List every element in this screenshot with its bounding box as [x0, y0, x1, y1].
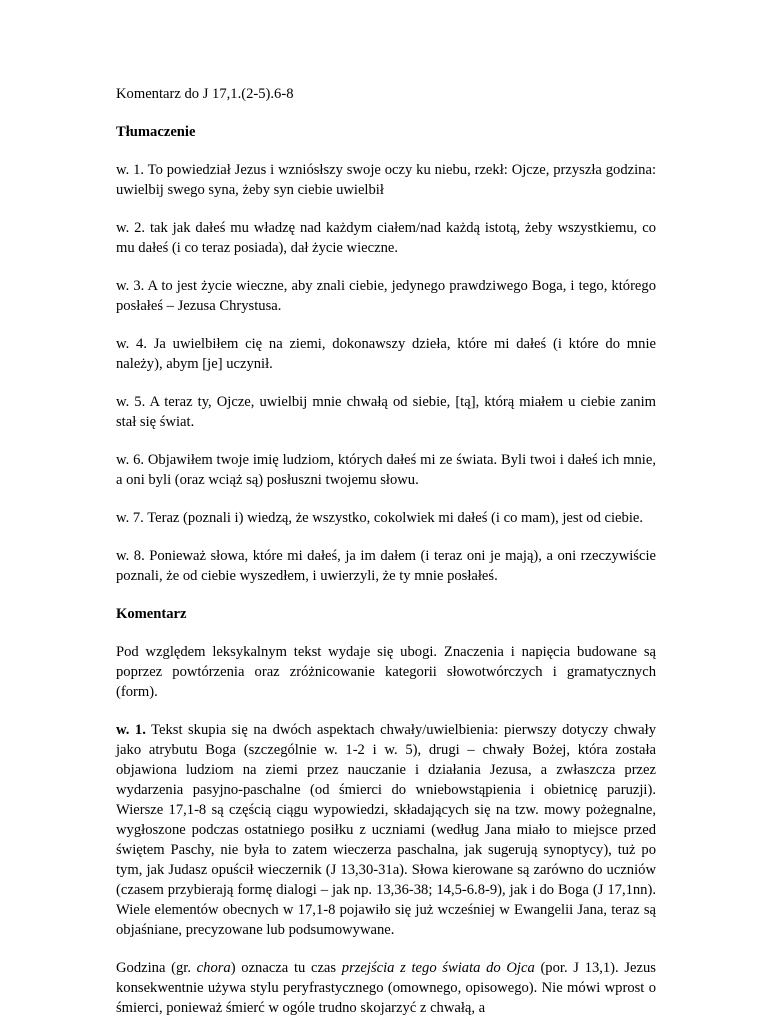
commentary-intro: Pod względem leksykalnym tekst wydaje się ubogi. Znaczenia i napięcia budowane są poprzez powtórzenia oraz zróżnicowanie kategorii słowotwórczych i gramatycznych (form). [116, 644, 656, 700]
verse-paragraph: w. 3. A to jest życie wieczne, aby znali ciebie, jedynego prawdziwego Boga, i tego, którego posłałeś – Jezusa Chrystusa. [116, 278, 656, 314]
document-title: Komentarz do J 17,1.(2-5).6-8 [116, 86, 294, 102]
verse-paragraph: w. 7. Teraz (poznali i) wiedzą, że wszystko, cokolwiek mi dałeś (i co mam), jest od ciebie. [116, 510, 644, 526]
commentary-heading: Komentarz [116, 606, 187, 622]
verse-paragraph: w. 8. Ponieważ słowa, które mi dałeś, ja im dałem (i teraz oni je mają), a oni rzeczywiście poznali, że od ciebie wyszedłem, i uwierzyli, że ty mnie posłałeś. [116, 548, 656, 584]
verse-label: w. 1. [116, 722, 146, 738]
commentary-hour [116, 958, 656, 1018]
verse-paragraph: w. 2. tak jak dałeś mu władzę nad każdym ciałem/nad każdą istotą, żeby wszystkiemu, co mu dałeś (i co teraz posiada), dał życie wieczne. [116, 220, 656, 256]
commentary-text: Tekst skupia się na dwóch aspektach chwały/uwielbienia: pierwszy dotyczy chwały jako atrybutu Boga (szczególnie w. 1-2 i w. 5), drugi – chwały Bożej, która została objawiona ludziom na ziemi przez nauczanie i działania Jezusa, a zwłaszcza przez wydarzenia pasyjno-paschalne (od śmierci do wniebowstąpienia i obietnicę paruzji). Wiersze 17,1-8 są częścią ciągu wypowiedzi, składających się na tzw. mowy pożegnalne, wygłoszone podczas ostatniego posiłku z uczniami (według Jana miało to miejsce przed świętem Paschy, nie była to zatem wieczerza paschalna, jak sugerują synoptycy), tuż po tym, jak Judasz opuścił wieczernik (J 13,30-31a). Słowa kierowane są zarówno do uczniów (czasem przybierają formę dialogi – jak np. 13,36-38; 14,5-6.8-9), jak i do Boga (J 17,1nn). Wiele elementów obecnych w 17,1-8 pojawiło się już wcześniej w Ewangelii Jana, teraz są objaśniane, precyzowane lub podsumowywane. [116, 722, 656, 938]
verse-paragraph: w. 1. To powiedział Jezus i wzniósłszy swoje oczy ku niebu, rzekł: Ojcze, przyszła godzina: uwielbij swego syna, żeby syn ciebie uwielbił [116, 162, 656, 198]
commentary-text: Godzina (gr. [116, 960, 197, 976]
verse-paragraph: w. 4. Ja uwielbiłem cię na ziemi, dokonawszy dzieła, które mi dałeś (i które do mnie należy), abym [je] uczynił. [116, 336, 656, 372]
italic-phrase: przejścia z tego świata do Ojca [341, 960, 535, 976]
verse-paragraph: w. 5. A teraz ty, Ojcze, uwielbij mnie chwałą od siebie, [tą], którą miałem u ciebie zanim stał się świat. [116, 394, 656, 430]
document-page [116, 84, 656, 1036]
verse-paragraph: w. 6. Objawiłem twoje imię ludziom, których dałeś mi ze świata. Byli twoi i dałeś ich mnie, a oni byli (oraz wciąż są) posłuszni twojemu słowu. [116, 452, 656, 488]
greek-term: chora [196, 960, 231, 976]
commentary-verse-1 [116, 720, 656, 940]
commentary-text: ) oznacza tu czas [230, 960, 342, 976]
translation-heading: Tłumaczenie [116, 124, 196, 140]
commentary-text: (por. J 13,1). Jezus konsekwentnie używa stylu peryfrastycznego (omownego, opisowego). Nie mówi wprost o śmierci, ponieważ śmierć w ogóle trudno skojarzyć z chwałą, a [116, 960, 656, 1016]
